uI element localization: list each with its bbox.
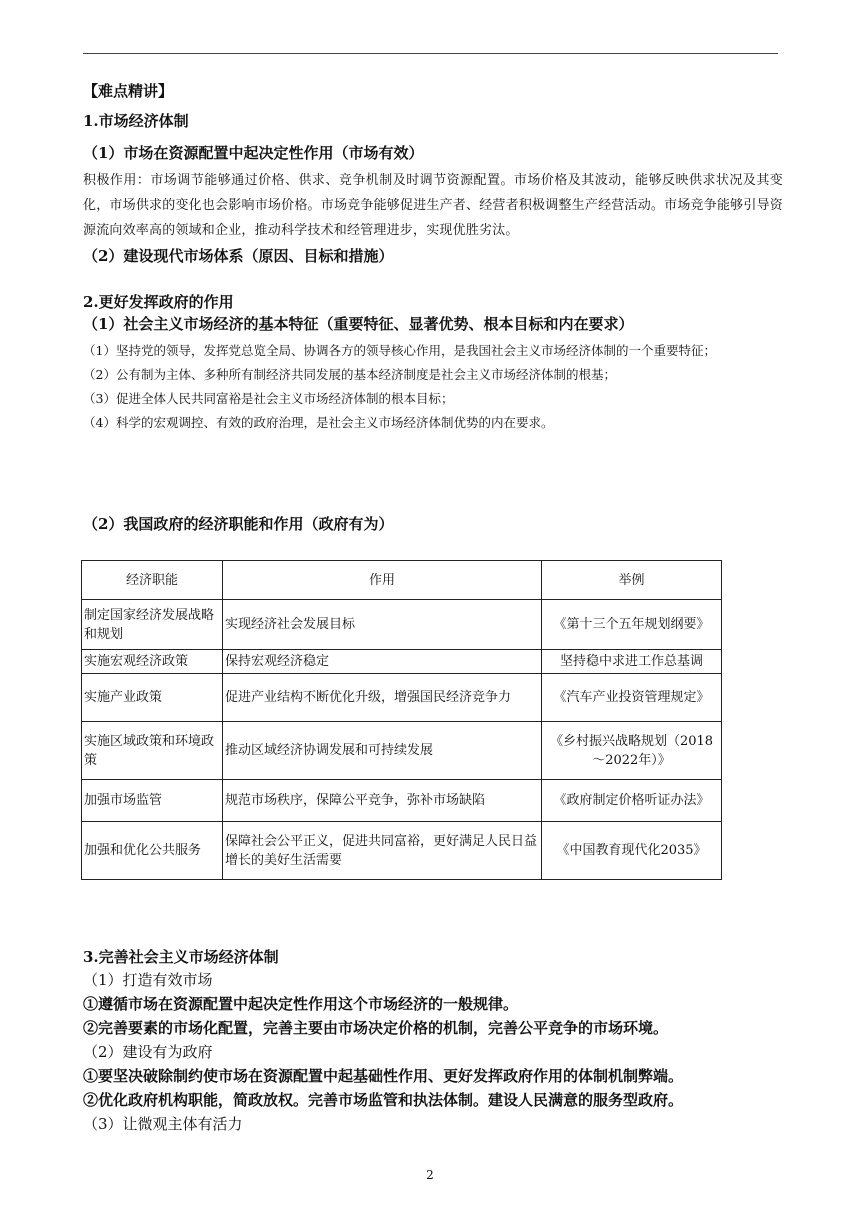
section2-item: （3）促进全体人民共同富裕是社会主义市场经济体制的根本目标；: [83, 391, 454, 406]
table-cell-role: 实现经济社会发展目标: [223, 600, 542, 650]
section3-point: ①要坚决破除制约使市场在资源配置中起基础性作用、更好发挥政府作用的体制机制弊端。: [83, 1067, 684, 1085]
table-row: [82, 780, 722, 822]
table-row: [82, 650, 722, 674]
table-row: [82, 822, 722, 880]
table-cell-role: 规范市场秩序，保障公平竞争，弥补市场缺陷: [223, 780, 542, 822]
table-cell-function: 实施宏观经济政策: [82, 650, 223, 674]
section-heading: 【难点精讲】: [83, 82, 174, 100]
section2-item: （2）公有制为主体、多种所有制经济共同发展的基本经济制度是社会主义市场经济体制的根基；: [83, 367, 616, 382]
table-cell-example: 《汽车产业投资管理规定》: [542, 674, 722, 722]
table-row: [82, 674, 722, 722]
table-cell-example: 坚持稳中求进工作总基调: [542, 650, 722, 674]
table-cell-example: 《第十三个五年规划纲要》: [542, 600, 722, 650]
table-row: [82, 600, 722, 650]
table-cell-role: 保持宏观经济稳定: [223, 650, 542, 674]
section3-sub1: （1）打造有效市场: [83, 971, 213, 989]
section1-sub2: （2）建设现代市场体系（原因、目标和措施）: [83, 247, 394, 265]
table-cell-role: 促进产业结构不断优化升级，增强国民经济竞争力: [223, 674, 542, 722]
table-cell-function: 加强和优化公共服务: [82, 822, 223, 880]
section3-title: 3.完善社会主义市场经济体制: [83, 948, 279, 966]
section3-point: ②优化政府机构职能，简政放权。完善市场监管和执法体制。建设人民满意的服务型政府。: [83, 1091, 684, 1109]
table-cell-role: 保障社会公平正义，促进共同富裕，更好满足人民日益增长的美好生活需要: [223, 822, 542, 880]
table-cell-function: 制定国家经济发展战略和规划: [82, 600, 223, 650]
table-cell-role: 推动区域经济协调发展和可持续发展: [223, 722, 542, 780]
section2-sub1: （1）社会主义市场经济的基本特征（重要特征、显著优势、根本目标和内在要求）: [83, 315, 634, 333]
section3-point: ①遵循市场在资源配置中起决定性作用这个市场经济的一般规律。: [83, 995, 519, 1013]
section1-sub1: （1）市场在资源配置中起决定性作用（市场有效）: [83, 144, 424, 162]
section2-sub2: （2）我国政府的经济职能和作用（政府有为）: [83, 515, 394, 533]
section2-item: （1）坚持党的领导，发挥党总览全局、协调各方的领导核心作用，是我国社会主义市场经济体制的一个重要特征；: [83, 343, 716, 358]
table-row: [82, 722, 722, 780]
table-header-cell: 作用: [223, 561, 542, 600]
section3-sub2: （2）建设有为政府: [83, 1043, 213, 1061]
section2-item: （4）科学的宏观调控、有效的政府治理，是社会主义市场经济体制优势的内在要求。: [83, 415, 554, 430]
table-header-cell: 举例: [542, 561, 722, 600]
table-cell-example: 《政府制定价格听证办法》: [542, 780, 722, 822]
section1-paragraph: 积极作用：市场调节能够通过价格、供求、竞争机制及时调节资源配置。市场价格及其波动，能够反映供求状况及其变化，市场供求的变化也会影响市场价格。市场竞争能够促进生产者、经营者积极调整生产经营活动。市场竞争能够引导资源流向效率高的领域和企业，推动科学技术和经管理进步，实现优胜劣汰。: [83, 173, 783, 238]
section3-point: ②完善要素的市场化配置，完善主要由市场决定价格的机制，完善公平竞争的市场环境。: [83, 1019, 669, 1037]
table-header-cell: 经济职能: [82, 561, 223, 600]
economic-functions-table: [81, 560, 722, 880]
table-cell-function: 实施区域政策和环境政策: [82, 722, 223, 780]
document-body: [83, 80, 783, 533]
section2-title: 2.更好发挥政府的作用: [83, 293, 234, 311]
section1-title: 1.市场经济体制: [83, 112, 189, 130]
table-header-row: [82, 561, 722, 600]
table-cell-function: 加强市场监管: [82, 780, 223, 822]
table-cell-example: 《乡村振兴战略规划（2018～2022年）》: [542, 722, 722, 780]
header-rule: [83, 53, 778, 54]
table-cell-function: 实施产业政策: [82, 674, 223, 722]
section3-sub3: （3）让微观主体有活力: [83, 1115, 243, 1133]
section3: [83, 946, 803, 1136]
page-number: 2: [426, 1168, 434, 1182]
table-cell-example: 《中国教育现代化2035》: [542, 822, 722, 880]
